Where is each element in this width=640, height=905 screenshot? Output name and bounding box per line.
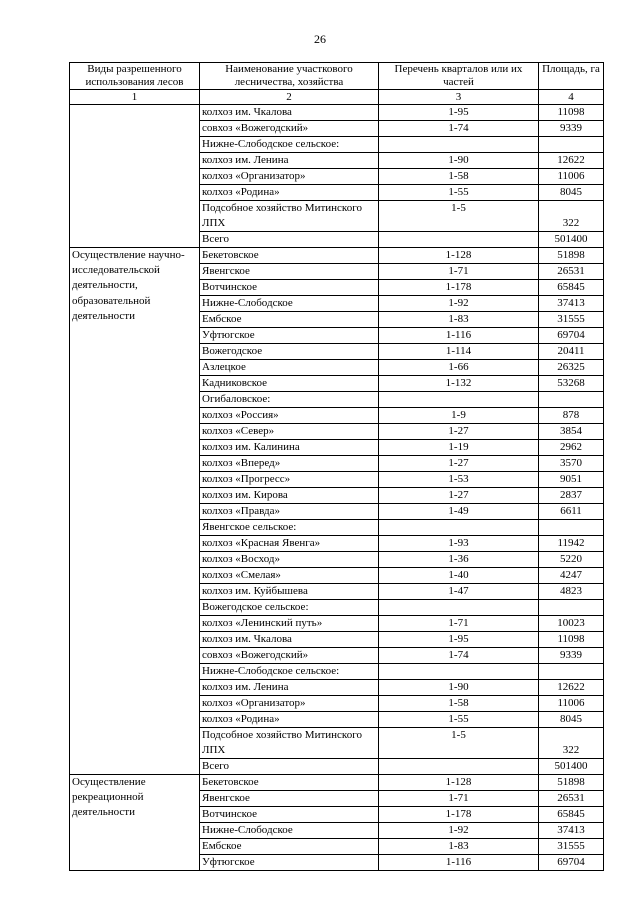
area-cell: 9339 <box>539 648 604 664</box>
quarters-cell: 1-116 <box>379 328 539 344</box>
quarters-cell: 1-128 <box>379 775 539 791</box>
quarters-cell: 1-132 <box>379 376 539 392</box>
page-number: 26 <box>314 32 326 46</box>
area-cell: 11006 <box>539 169 604 185</box>
quarters-cell: 1-178 <box>379 807 539 823</box>
area-cell: 53268 <box>539 376 604 392</box>
header-quarters: Перечень кварталов или их частей <box>379 63 539 90</box>
forestry-name-cell: колхоз им. Чкалова <box>200 632 379 648</box>
quarters-cell: 1-58 <box>379 696 539 712</box>
area-cell: 11006 <box>539 696 604 712</box>
area-cell: 5220 <box>539 552 604 568</box>
forestry-name-cell: Явенгское <box>200 791 379 807</box>
quarters-cell: 1-27 <box>379 488 539 504</box>
quarters-cell: 1-128 <box>379 248 539 264</box>
quarters-cell: 1-9 <box>379 408 539 424</box>
forestry-name-cell: колхоз «Россия» <box>200 408 379 424</box>
quarters-cell: 1-58 <box>379 169 539 185</box>
forestry-name-cell: Вожегодское <box>200 344 379 360</box>
forestry-name-cell: Явенгское сельское: <box>200 520 379 536</box>
forestry-name-cell: Ембское <box>200 839 379 855</box>
column-number: 1 <box>70 90 200 105</box>
area-cell: 2837 <box>539 488 604 504</box>
area-cell: 3854 <box>539 424 604 440</box>
area-cell <box>539 137 604 153</box>
area-cell: 51898 <box>539 248 604 264</box>
area-cell: 31555 <box>539 312 604 328</box>
area-cell: 4823 <box>539 584 604 600</box>
area-cell: 10023 <box>539 616 604 632</box>
forestry-name-cell: колхоз им. Калинина <box>200 440 379 456</box>
area-cell: 501400 <box>539 232 604 248</box>
forestry-name-cell: колхоз «Родина» <box>200 712 379 728</box>
forestry-name-cell: колхоз «Вперед» <box>200 456 379 472</box>
area-cell: 26325 <box>539 360 604 376</box>
forestry-name-cell: колхоз им. Куйбышева <box>200 584 379 600</box>
forestry-name-cell: Уфтюгское <box>200 855 379 871</box>
forestry-name-cell: совхоз «Вожегодский» <box>200 648 379 664</box>
header-area: Площадь, га <box>539 63 604 90</box>
area-cell: 31555 <box>539 839 604 855</box>
column-number-row <box>70 90 604 105</box>
area-cell <box>539 664 604 680</box>
area-cell: 65845 <box>539 280 604 296</box>
header-forestry-name: Наименование участкового лесничества, хозяйства <box>200 63 379 90</box>
area-cell: 51898 <box>539 775 604 791</box>
quarters-cell: 1-47 <box>379 584 539 600</box>
forestry-name-cell: колхоз «Прогресс» <box>200 472 379 488</box>
quarters-cell: 1-116 <box>379 855 539 871</box>
area-cell: 37413 <box>539 823 604 839</box>
area-cell <box>539 520 604 536</box>
column-number: 2 <box>200 90 379 105</box>
quarters-cell: 1-5 <box>379 201 539 232</box>
forestry-name-cell: колхоз им. Ленина <box>200 680 379 696</box>
table-header-row <box>70 63 604 90</box>
forestry-name-cell: колхоз им. Кирова <box>200 488 379 504</box>
quarters-cell: 1-71 <box>379 791 539 807</box>
quarters-cell: 1-27 <box>379 424 539 440</box>
quarters-cell: 1-5 <box>379 728 539 759</box>
quarters-cell: 1-66 <box>379 360 539 376</box>
column-number: 4 <box>539 90 604 105</box>
use-type-cell <box>70 105 200 248</box>
forestry-name-cell: колхоз им. Чкалова <box>200 105 379 121</box>
area-cell <box>539 201 604 232</box>
quarters-cell <box>379 600 539 616</box>
area-cell: 8045 <box>539 712 604 728</box>
quarters-cell <box>379 137 539 153</box>
area-cell: 878 <box>539 408 604 424</box>
quarters-cell: 1-74 <box>379 121 539 137</box>
quarters-cell: 1-36 <box>379 552 539 568</box>
quarters-cell <box>379 759 539 775</box>
area-cell: 501400 <box>539 759 604 775</box>
table-row <box>70 105 604 121</box>
quarters-cell <box>379 232 539 248</box>
quarters-cell: 1-92 <box>379 296 539 312</box>
area-cell: 26531 <box>539 791 604 807</box>
quarters-cell <box>379 520 539 536</box>
forestry-name-cell: Нижне-Слободское <box>200 823 379 839</box>
forestry-name-cell: совхоз «Вожегодский» <box>200 121 379 137</box>
area-cell <box>539 728 604 759</box>
forestry-name-cell: Азлецкое <box>200 360 379 376</box>
forestry-name-cell: Подсобное хозяйство Митинского ЛПХ <box>200 201 379 232</box>
area-cell <box>539 600 604 616</box>
area-cell: 11942 <box>539 536 604 552</box>
forestry-name-cell: Вотчинское <box>200 807 379 823</box>
area-cell: 69704 <box>539 855 604 871</box>
forestry-name-cell: Бекетовское <box>200 248 379 264</box>
use-type-cell: Осуществление научно-исследовательской деятельности, образовательной деятельности <box>70 248 200 775</box>
area-cell <box>539 392 604 408</box>
area-cell: 11098 <box>539 632 604 648</box>
area-cell: 12622 <box>539 680 604 696</box>
area-cell: 9339 <box>539 121 604 137</box>
quarters-cell: 1-90 <box>379 153 539 169</box>
forestry-name-cell: Нижне-Слободское <box>200 296 379 312</box>
forestry-name-cell: Нижне-Слободское сельское: <box>200 137 379 153</box>
quarters-cell: 1-40 <box>379 568 539 584</box>
quarters-cell: 1-53 <box>379 472 539 488</box>
forestry-name-cell: Нижне-Слободское сельское: <box>200 664 379 680</box>
forestry-name-cell: Вотчинское <box>200 280 379 296</box>
table-row <box>70 775 604 791</box>
quarters-cell <box>379 392 539 408</box>
quarters-cell: 1-114 <box>379 344 539 360</box>
table-row <box>70 248 604 264</box>
forestry-name-cell: колхоз «Север» <box>200 424 379 440</box>
area-cell: 6611 <box>539 504 604 520</box>
quarters-cell: 1-55 <box>379 185 539 201</box>
quarters-cell: 1-74 <box>379 648 539 664</box>
forestry-name-cell: Бекетовское <box>200 775 379 791</box>
quarters-cell <box>379 664 539 680</box>
forestry-name-cell: колхоз «Красная Явенга» <box>200 536 379 552</box>
quarters-cell: 1-55 <box>379 712 539 728</box>
forestry-name-cell: колхоз «Организатор» <box>200 696 379 712</box>
quarters-cell: 1-19 <box>379 440 539 456</box>
forestry-name-cell: колхоз «Родина» <box>200 185 379 201</box>
forest-use-table <box>69 62 604 871</box>
area-cell: 3570 <box>539 456 604 472</box>
quarters-cell: 1-49 <box>379 504 539 520</box>
table-body <box>70 105 604 871</box>
forestry-name-cell: Огибаловское: <box>200 392 379 408</box>
forestry-name-cell: колхоз «Правда» <box>200 504 379 520</box>
forestry-name-cell: Кадниковское <box>200 376 379 392</box>
forestry-name-cell: Вожегодское сельское: <box>200 600 379 616</box>
column-number: 3 <box>379 90 539 105</box>
quarters-cell: 1-92 <box>379 823 539 839</box>
forestry-name-cell: Уфтюгское <box>200 328 379 344</box>
area-cell: 69704 <box>539 328 604 344</box>
area-cell: 26531 <box>539 264 604 280</box>
quarters-cell: 1-95 <box>379 105 539 121</box>
area-cell: 4247 <box>539 568 604 584</box>
quarters-cell: 1-27 <box>379 456 539 472</box>
area-value: 322 <box>562 744 580 756</box>
forestry-name-cell: колхоз «Организатор» <box>200 169 379 185</box>
quarters-cell: 1-178 <box>379 280 539 296</box>
area-cell: 2962 <box>539 440 604 456</box>
area-cell: 11098 <box>539 105 604 121</box>
forestry-name-cell: Явенгское <box>200 264 379 280</box>
quarters-cell: 1-71 <box>379 616 539 632</box>
area-cell: 8045 <box>539 185 604 201</box>
quarters-cell: 1-83 <box>379 839 539 855</box>
quarters-cell: 1-95 <box>379 632 539 648</box>
quarters-cell: 1-71 <box>379 264 539 280</box>
quarters-cell: 1-83 <box>379 312 539 328</box>
forestry-name-cell: колхоз «Восход» <box>200 552 379 568</box>
area-cell: 20411 <box>539 344 604 360</box>
forestry-name-cell: колхоз «Ленинский путь» <box>200 616 379 632</box>
forestry-name-cell: колхоз им. Ленина <box>200 153 379 169</box>
area-value: 322 <box>562 217 580 229</box>
forestry-name-cell: Всего <box>200 759 379 775</box>
forestry-name-cell: Всего <box>200 232 379 248</box>
area-cell: 37413 <box>539 296 604 312</box>
header-use-types: Виды разрешенного использования лесов <box>70 63 200 90</box>
use-type-cell: Осуществление рекреационной деятельности <box>70 775 200 871</box>
forestry-name-cell: Ембское <box>200 312 379 328</box>
area-cell: 12622 <box>539 153 604 169</box>
area-cell: 65845 <box>539 807 604 823</box>
area-cell: 9051 <box>539 472 604 488</box>
quarters-cell: 1-93 <box>379 536 539 552</box>
forestry-name-cell: колхоз «Смелая» <box>200 568 379 584</box>
quarters-cell: 1-90 <box>379 680 539 696</box>
forestry-name-cell: Подсобное хозяйство Митинского ЛПХ <box>200 728 379 759</box>
